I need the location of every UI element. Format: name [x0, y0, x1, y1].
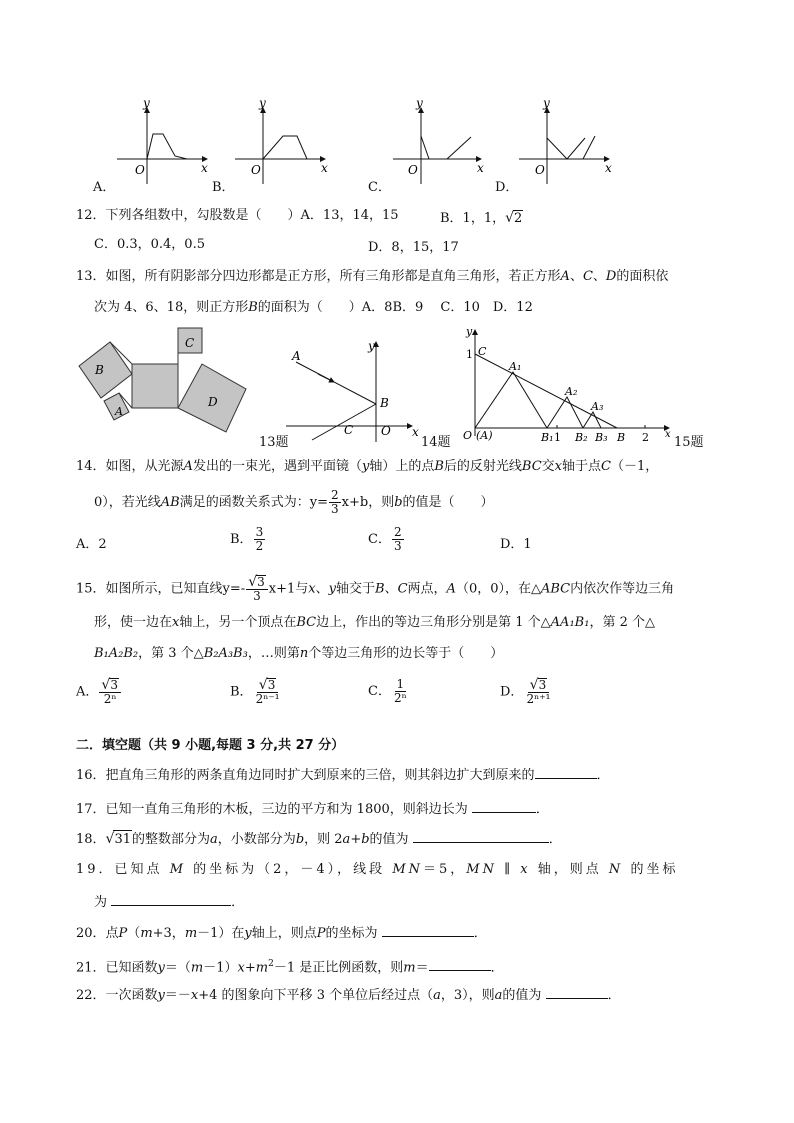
graph-d-option-label: D．: [495, 180, 519, 195]
tri-label-a3: A₃: [591, 400, 604, 413]
q18-answer-blank[interactable]: [413, 830, 549, 843]
q15-v4: C: [397, 581, 408, 597]
q21-t4: +: [244, 960, 256, 976]
q14-opt-b-den: 2: [255, 539, 264, 553]
q13-sep-2: 、: [592, 269, 606, 284]
q15-opt-a-rad: 3: [110, 678, 118, 692]
q14-v2: y: [361, 459, 370, 474]
q18-var-a: a: [210, 832, 218, 847]
q12-option-b-prefix: B．1，1，: [440, 211, 506, 226]
q21-t1: 21．已知函数: [76, 960, 158, 976]
q13-text-a: 13．如图，所有阴影部分四边形都是正方形，所有三角形都是直角三角形，若正方形: [76, 269, 561, 284]
q21-var-m3: m: [403, 960, 416, 976]
q18-t6: 的值为: [369, 832, 409, 847]
q15-opt-d-label: D．: [500, 684, 524, 700]
q15-opt-a-den: 2ⁿ: [103, 692, 117, 706]
q21-t2: ＝（: [164, 960, 191, 976]
q14-formula-right: x+b: [341, 495, 369, 510]
q15-v8: BC: [296, 615, 317, 630]
q13-line2: [94, 299, 533, 317]
q15-option-a: [76, 678, 122, 706]
radical-icon: √: [248, 574, 258, 590]
graph-a-x-label: x: [201, 161, 208, 175]
q19-t4: ∥: [504, 862, 514, 877]
fig15-label: 15题: [674, 435, 704, 450]
q13-sep-1: 、: [569, 269, 583, 284]
q20-var-y: y: [244, 926, 252, 941]
q20-period: ．: [473, 926, 487, 941]
q15-t8: 内依次作等边三角: [570, 581, 675, 597]
q15-opt-b-frac: [254, 678, 282, 706]
q12-stem: 12．下列各组数中，勾股数是（ ）: [76, 208, 301, 223]
q15-fraction: [246, 575, 268, 603]
q14-v3: B: [434, 459, 444, 474]
q21-var-y: y: [157, 960, 165, 976]
q13-var-b: B: [248, 300, 258, 315]
q14-opt-c-num: 2: [393, 525, 402, 539]
q15-line3: [94, 645, 503, 663]
q15-frac-den: 3: [253, 589, 261, 603]
q20-t4: －1）在: [197, 926, 245, 941]
q15-opt-c-frac: [392, 678, 409, 705]
q15-formula-left: y=-: [222, 581, 246, 597]
q14-t2: 发出的一束光，遇到平面镜（: [192, 459, 362, 474]
graph-c: [393, 96, 484, 184]
q17-text: 17．已知一直角三角形的木板，三边的平方和为 1800，则斜边长为: [76, 802, 468, 817]
radical-icon: √: [105, 831, 115, 847]
section-title-fill-in: 二．填空题（共 9 小题,每题 3 分,共 27 分）: [76, 738, 345, 753]
tri-label-o: O: [463, 429, 473, 442]
q19-var-m: M: [169, 862, 186, 877]
q15-v7: x: [172, 615, 180, 630]
q21-period: ．: [490, 960, 504, 976]
square-middle: [132, 364, 178, 408]
q21-var-x: x: [237, 960, 245, 976]
tri-label-x: x: [665, 429, 671, 440]
q15-opt-d-den: 2ⁿ⁺¹: [526, 692, 551, 706]
q12-option-b-radicand: 2: [514, 211, 523, 226]
q14-t3: 轴）上的点: [369, 459, 435, 474]
q21-var-m: m: [190, 960, 204, 976]
q15-opt-b-num: [257, 678, 279, 693]
graph-c-option-label: C．: [368, 180, 391, 195]
q15-line2: [94, 614, 655, 632]
q15-t14: ，…则第: [247, 646, 300, 661]
q18-var-b2: b: [361, 832, 370, 847]
q22-var-x: x: [190, 988, 199, 1003]
q15-t3: 、: [315, 581, 329, 597]
q18-t2: 的整数部分为: [132, 832, 211, 847]
q20-t3: +3，: [152, 926, 185, 941]
q15-option-b: [230, 678, 283, 706]
graph-c-y-label: y: [416, 96, 423, 110]
label-d: D: [208, 395, 218, 409]
q20: [76, 924, 487, 943]
q21: [76, 955, 504, 977]
q14-opt-c-den: 3: [393, 539, 402, 553]
q14-t1: 14．如图，从光源: [76, 459, 184, 474]
q18-period: ．: [548, 832, 562, 847]
graph-d: [519, 96, 612, 184]
q15-v2: y: [328, 581, 336, 597]
tri-label-c: C: [478, 345, 487, 358]
q15-opt-b-den: 2ⁿ⁻¹: [255, 692, 280, 706]
label-b: B: [95, 363, 104, 377]
q15-opt-c-num: 1: [396, 677, 405, 691]
q15-t15: 个等边三角形的边长等于（ ）: [308, 646, 504, 661]
q13-line1: [76, 268, 668, 286]
q19-line1: [76, 861, 678, 879]
q15-opt-a-label: A．: [76, 684, 99, 700]
figure-triangles: [455, 324, 675, 446]
q14-v4: BC: [521, 459, 542, 474]
q21-var-m2: m: [255, 960, 269, 976]
q18-t1: 18．: [76, 832, 106, 847]
q20-var-p2: P: [316, 926, 326, 941]
q15-t12: ，第 2 个△: [589, 615, 655, 630]
q21-t5: －1 是正比例函数，则: [273, 960, 404, 976]
q19-var-n: N: [608, 862, 624, 877]
q18-t3: ，小数部分为: [217, 832, 296, 847]
q22-t5: 的值为: [502, 988, 542, 1003]
radical-icon: √: [505, 210, 515, 226]
q19-t1: 19．已知点: [76, 862, 163, 877]
q14-option-c: [368, 526, 405, 553]
q18: [76, 830, 562, 849]
q15-t1: 15．如图所示，已知直线: [76, 581, 223, 597]
q13-var-a: A: [560, 269, 570, 284]
q22-t4: ，3），则: [440, 988, 495, 1003]
tri-label-b1: B₁: [541, 431, 554, 444]
q16-period: ．: [596, 768, 610, 783]
q19-var-mn2: MN: [466, 862, 497, 877]
q19-t2: 的坐标为（2，－4），线段: [193, 862, 386, 877]
q15-v3: B: [375, 581, 385, 597]
graph-c-x-label: x: [477, 161, 484, 175]
q22-answer-blank[interactable]: [546, 986, 608, 999]
q20-var-p: P: [118, 926, 128, 941]
q15-option-d: [500, 678, 553, 706]
graph-a-option-label: A．: [93, 180, 116, 195]
q14-option-d: D．1: [500, 537, 532, 552]
q22-period: ．: [607, 988, 621, 1003]
q22-t1: 22．一次函数: [76, 988, 158, 1003]
graph-b-x-label: x: [321, 161, 328, 175]
q22-var-a: a: [433, 988, 441, 1003]
q15-v11: B₂A₃B₃: [203, 646, 248, 661]
q18-t5: +: [350, 832, 362, 847]
tri-label-a: (A): [476, 429, 493, 442]
q15-t13: ，第 3 个△: [138, 646, 204, 661]
q15-t2: 与: [295, 581, 309, 597]
q16-answer-blank[interactable]: [535, 766, 597, 779]
figure-mirror: [282, 336, 432, 444]
q15-opt-c-den: 2ⁿ: [393, 691, 407, 705]
q14-formula-left: y=: [309, 495, 328, 510]
q15-formula-right: x+1: [268, 581, 296, 597]
figure-squares: [76, 322, 262, 444]
q13-text-b: 的面积依: [616, 269, 669, 284]
q18-var-a2: a: [342, 832, 351, 847]
q15-v1: x: [308, 581, 316, 597]
q14-fraction: [329, 489, 341, 516]
q19-t7: 为: [94, 895, 108, 910]
q20-t1: 20．点: [76, 926, 119, 941]
q15-opt-a-frac: [99, 678, 121, 706]
graph-a-origin: O: [135, 163, 145, 177]
q15-opt-d-num: [528, 678, 550, 693]
radical-icon: √: [258, 677, 268, 693]
q15-line1: [76, 575, 674, 603]
mirror-label-o: O: [381, 424, 391, 438]
q14-opt-c-frac: [392, 526, 404, 553]
q22: [76, 986, 621, 1005]
q14-t8: 0），若光线: [94, 495, 161, 510]
q15-t5: 、: [384, 581, 398, 597]
tri-label-a2: A₂: [565, 385, 578, 398]
q13-text-d: 的面积为（ ）A．8B．9 C．10 D．12: [257, 300, 533, 315]
q14-opt-c-label: C．: [368, 532, 391, 547]
q15-option-c: [368, 678, 410, 705]
q14-t10: ，则: [368, 495, 395, 510]
q14-option-b: [230, 526, 266, 553]
q14-t11: 的值是（ ）: [402, 495, 494, 510]
q12-stem-line: [76, 207, 399, 225]
q18-t4: ，则 2: [304, 832, 343, 847]
q14-t4: 后的反射光线: [443, 459, 522, 474]
q12-option-d: D．8，15，17: [368, 240, 459, 255]
fig13-label: 13题: [259, 435, 289, 450]
q14-t6: 轴于点: [562, 459, 602, 474]
q14-opt-b-num: 3: [255, 525, 264, 539]
q14-opt-b-label: B．: [230, 532, 253, 547]
q21-sup: 2: [268, 959, 274, 969]
q15-v12: n: [299, 646, 309, 661]
q20-t2: （: [127, 926, 141, 941]
graph-d-origin: O: [535, 163, 545, 177]
q14-t7: （－1，: [610, 459, 659, 474]
q15-opt-c-label: C．: [368, 684, 391, 699]
q11-option-graphs: [85, 96, 625, 192]
q21-answer-blank[interactable]: [429, 958, 491, 971]
graph-b-y-label: y: [259, 96, 266, 110]
mirror-label-x: x: [412, 425, 419, 439]
q16-text: 16．把直角三角形的两条直角边同时扩大到原来的三倍，则其斜边扩大到原来的: [76, 768, 535, 783]
q15-frac-num: [246, 575, 268, 590]
q13-text-c: 次为 4、6、18，则正方形: [94, 300, 249, 315]
q20-t6: 的坐标为: [325, 926, 378, 941]
graph-d-x-label: x: [605, 161, 612, 175]
graph-d-y-label: y: [543, 96, 550, 110]
q15-frac-rad: 3: [257, 575, 265, 589]
radical-icon: √: [101, 677, 111, 693]
q15-t4: 轴交于: [335, 581, 375, 597]
q19-t3: ＝5，: [423, 862, 467, 877]
q15-opt-d-rad: 3: [538, 678, 547, 692]
q19-var-x: x: [520, 862, 531, 877]
q17-period: ．: [535, 802, 549, 817]
q22-t3: +4 的图象向下平移 3 个单位后经过点（: [198, 988, 434, 1003]
q14-line2: [94, 489, 494, 516]
q20-answer-blank[interactable]: [382, 924, 474, 937]
q15-t10: 轴上，另一个顶点在: [179, 615, 297, 630]
q15-v6: ABC: [540, 581, 571, 597]
q19-answer-blank[interactable]: [111, 893, 231, 906]
q21-t3: －1）: [203, 960, 238, 976]
q22-var-a2: a: [494, 988, 503, 1003]
q18-radicand: 31: [114, 832, 132, 847]
tri-label-b2: B₂: [575, 431, 588, 444]
tri-label-a1: A₁: [509, 360, 522, 373]
q14-v7: AB: [160, 495, 180, 510]
q19-t6: 的坐标: [630, 862, 679, 877]
q14-option-a: A．2: [76, 537, 107, 552]
q15-opt-b-label: B．: [230, 684, 253, 700]
q13-var-c: C: [582, 269, 593, 284]
q15-v10: B₁A₂B₂: [94, 646, 139, 661]
q14-v8: b: [394, 495, 403, 510]
q19-var-mn: MN: [392, 862, 424, 877]
q15-t7: （0，0），在△: [455, 581, 541, 597]
fig14-label: 14题: [421, 435, 451, 450]
tri-label-y: y: [466, 325, 473, 338]
graph-c-origin: O: [408, 163, 418, 177]
mirror-label-y: y: [368, 339, 375, 353]
tri-label-b3: B₃: [595, 431, 608, 444]
square-b: [79, 342, 132, 398]
mirror-label-b: B: [380, 396, 389, 410]
mirror-label-a: A: [292, 349, 301, 363]
q15-v5: A: [446, 581, 456, 597]
q15-v9: AA₁B₁: [550, 615, 590, 630]
q19-period: ．: [231, 895, 245, 910]
tri-tick-2: 2: [642, 431, 649, 444]
q12-option-c: C．0.3，0.4，0.5: [94, 237, 205, 252]
q15-t11: 边上，作出的等边三角形分别是第 1 个△: [316, 615, 551, 630]
q14-frac-num: 2: [331, 488, 339, 502]
q19-t5: 轴，则点: [537, 862, 602, 877]
q20-var-m: m: [140, 926, 153, 941]
graph-b: [235, 96, 328, 184]
q14-frac-den: 3: [331, 502, 339, 516]
q22-var-y: y: [157, 988, 165, 1003]
q15-t9: 形，使一边在: [94, 615, 173, 630]
q18-var-b: b: [295, 832, 305, 847]
q15-opt-d-frac: [524, 678, 552, 706]
graph-a: [117, 96, 208, 184]
q14-v5: x: [554, 459, 563, 474]
q14-v6: C: [601, 459, 611, 474]
q14-opt-b-frac: [254, 526, 266, 553]
q15-t6: 两点，: [407, 581, 447, 597]
q14-t5: 交: [541, 459, 555, 474]
label-c: C: [185, 336, 195, 350]
q20-t5: 轴上，则点: [251, 926, 317, 941]
tri-label-b: B: [617, 431, 626, 444]
label-a: A: [115, 405, 123, 418]
q20-var-m2: m: [184, 926, 198, 941]
mirror-label-c: C: [344, 423, 354, 437]
q17: [76, 800, 549, 819]
q15-opt-b-rad: 3: [267, 678, 276, 692]
graph-a-y-label: y: [143, 96, 150, 110]
tri-label-one: 1: [466, 348, 473, 361]
q19-line2: [94, 893, 244, 912]
graph-b-option-label: B．: [212, 180, 235, 195]
q21-t6: ＝: [415, 960, 429, 976]
q14-line1: [76, 458, 658, 476]
q17-answer-blank[interactable]: [472, 800, 536, 813]
graph-b-origin: O: [251, 163, 261, 177]
q14-v1: A: [183, 459, 193, 474]
q16: [76, 766, 610, 785]
q15-opt-a-num: [99, 678, 121, 693]
q13-var-d: D: [605, 269, 617, 284]
q12-option-b: [440, 207, 523, 226]
q12-option-a: A．13，14，15: [300, 208, 399, 223]
radical-icon: √: [529, 677, 539, 693]
q14-t9: 满足的函数关系式为：: [179, 495, 310, 510]
tri-tick-1: 1: [554, 431, 561, 444]
q22-t2: ＝－: [164, 988, 191, 1003]
